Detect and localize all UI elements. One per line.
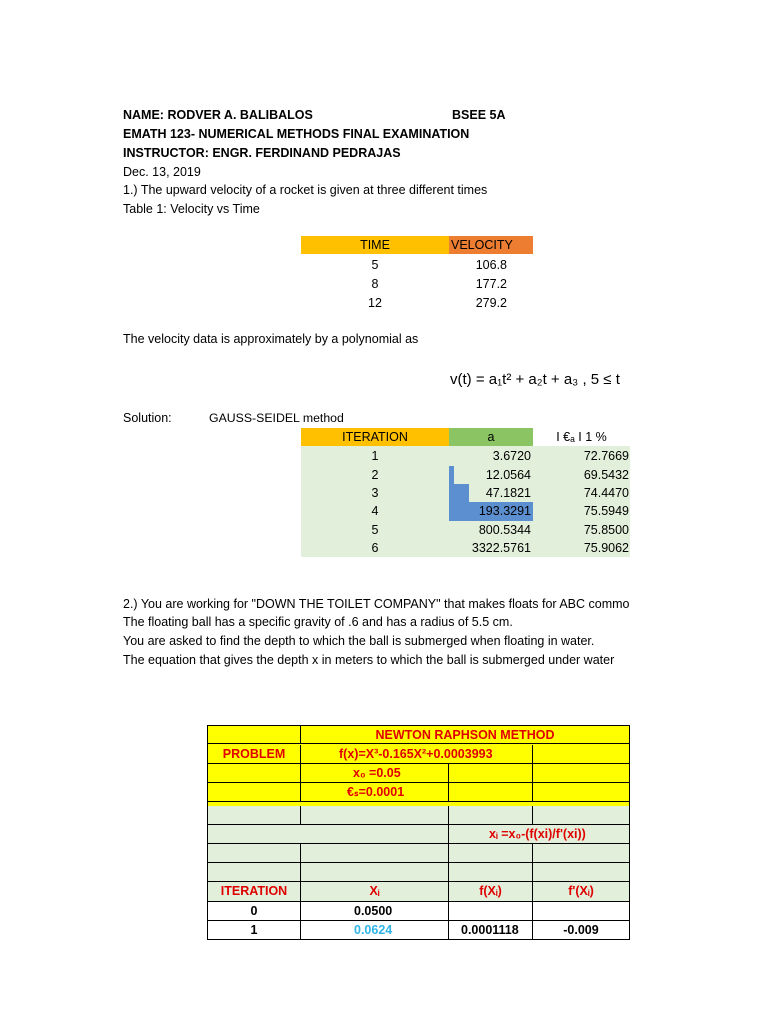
nr-blank-cell [533,806,630,825]
nr-blank-cell [207,764,301,783]
exam-date: Dec. 13, 2019 [123,165,201,179]
time-cell: 12 [368,296,382,310]
a-cell: 12.0564 [485,468,531,482]
a-cell: 193.3291 [478,504,531,518]
course-title: EMATH 123- NUMERICAL METHODS FINAL EXAMINATION [123,127,470,141]
nr-iteration-cell: 1 [207,921,301,940]
nr-blank-cell [207,825,449,844]
nr-fprime-header: f'(Xᵢ) [533,882,630,902]
nr-fprime-cell [533,902,630,921]
section-label: BSEE 5A [452,108,506,122]
nr-fxi-cell: 0.0001118 [449,921,533,940]
nr-fprime-cell: -0.009 [533,921,630,940]
nr-blank-cell [207,863,301,882]
nr-fxi-cell [449,902,533,921]
nr-xi-cell: 0.0500 [301,902,449,921]
a-cell: 47.1821 [485,486,531,500]
nr-function: f(x)=X³-0.165X²+0.0003993 [301,745,533,764]
error-cell: 75.8500 [583,523,629,537]
iteration-cell: 2 [371,468,379,482]
velocity-cell: 177.2 [475,277,507,291]
nr-blank-cell [449,783,533,802]
nr-blank-cell [449,806,533,825]
method-label: GAUSS-SEIDEL method [209,411,344,425]
a-cell: 800.5344 [478,523,531,537]
velocity-cell: 279.2 [475,296,507,310]
nr-iteration-header: ITERATION [207,882,301,902]
polynomial-formula: v(t) = a₁t² + a₂t + a₃ , 5 ≤ t [450,371,620,388]
problem2-line2: The floating ball has a specific gravity of .6 and has a radius of 5.5 cm. [123,615,513,629]
nr-fxi-header: f(Xᵢ) [449,882,533,902]
nr-initial-guess: x₀ =0.05 [301,764,449,783]
time-header: TIME [301,236,449,254]
nr-blank-cell [301,863,449,882]
nr-blank-cell [449,863,533,882]
problem2-line4: The equation that gives the depth x in meters to which the ball is submerged under water [123,653,615,667]
a-cell: 3.6720 [492,449,531,463]
problem2-line3: You are asked to find the depth to which the ball is submerged when floating in water. [123,634,595,648]
iteration-cell: 6 [371,541,379,555]
nr-blank-cell [207,844,301,863]
error-header: I €ₐ I 1 % [533,428,630,446]
problem2-line1: 2.) You are working for "DOWN THE TOILET COMPANY" that makes floats for ABC commo [123,597,630,611]
nr-blank-cell [449,764,533,783]
error-cell: 75.5949 [583,504,629,518]
nr-xi-cell: 0.0624 [301,921,449,940]
solution-label: Solution: [123,411,172,425]
nr-title: NEWTON RAPHSON METHOD [301,725,630,744]
nr-blank-cell [301,806,449,825]
nr-blank-cell [533,764,630,783]
a-header: a [449,428,533,446]
nr-blank-cell [301,844,449,863]
nr-problem-label: PROBLEM [207,745,301,764]
table1-caption: Table 1: Velocity vs Time [123,202,260,216]
iteration-cell: 5 [371,523,379,537]
error-cell: 72.7669 [583,449,629,463]
nr-blank-cell [207,725,301,744]
error-cell: 69.5432 [583,468,629,482]
nr-iteration-cell: 0 [207,902,301,921]
nr-blank-cell [533,863,630,882]
approximation-text: The velocity data is approximately by a polynomial as [123,332,419,346]
nr-xi-header: Xᵢ [301,882,449,902]
iteration-header: ITERATION [301,428,449,446]
nr-update-formula: xᵢ =x₀-(f(xi)/f'(xi)) [449,825,630,844]
nr-blank-cell [207,783,301,802]
error-cell: 74.4470 [583,486,629,500]
iteration-cell: 4 [371,504,379,518]
student-name: NAME: RODVER A. BALIBALOS [123,108,313,122]
error-cell: 75.9062 [583,541,629,555]
nr-blank-cell [207,806,301,825]
nr-blank-cell [533,783,630,802]
time-cell: 8 [371,277,379,291]
nr-blank-cell [533,844,630,863]
nr-blank-cell [533,745,630,764]
iteration-cell: 1 [371,449,379,463]
velocity-cell: 106.8 [475,258,507,272]
nr-stopping-criterion: €ₛ=0.0001 [301,783,449,802]
velocity-header: VELOCITY [449,236,533,254]
problem1-statement: 1.) The upward velocity of a rocket is given at three different times [123,183,488,197]
instructor-line: INSTRUCTOR: ENGR. FERDINAND PEDRAJAS [123,146,401,160]
nr-blank-cell [449,844,533,863]
iteration-cell: 3 [371,486,379,500]
a-cell: 3322.5761 [471,541,531,555]
time-cell: 5 [371,258,379,272]
